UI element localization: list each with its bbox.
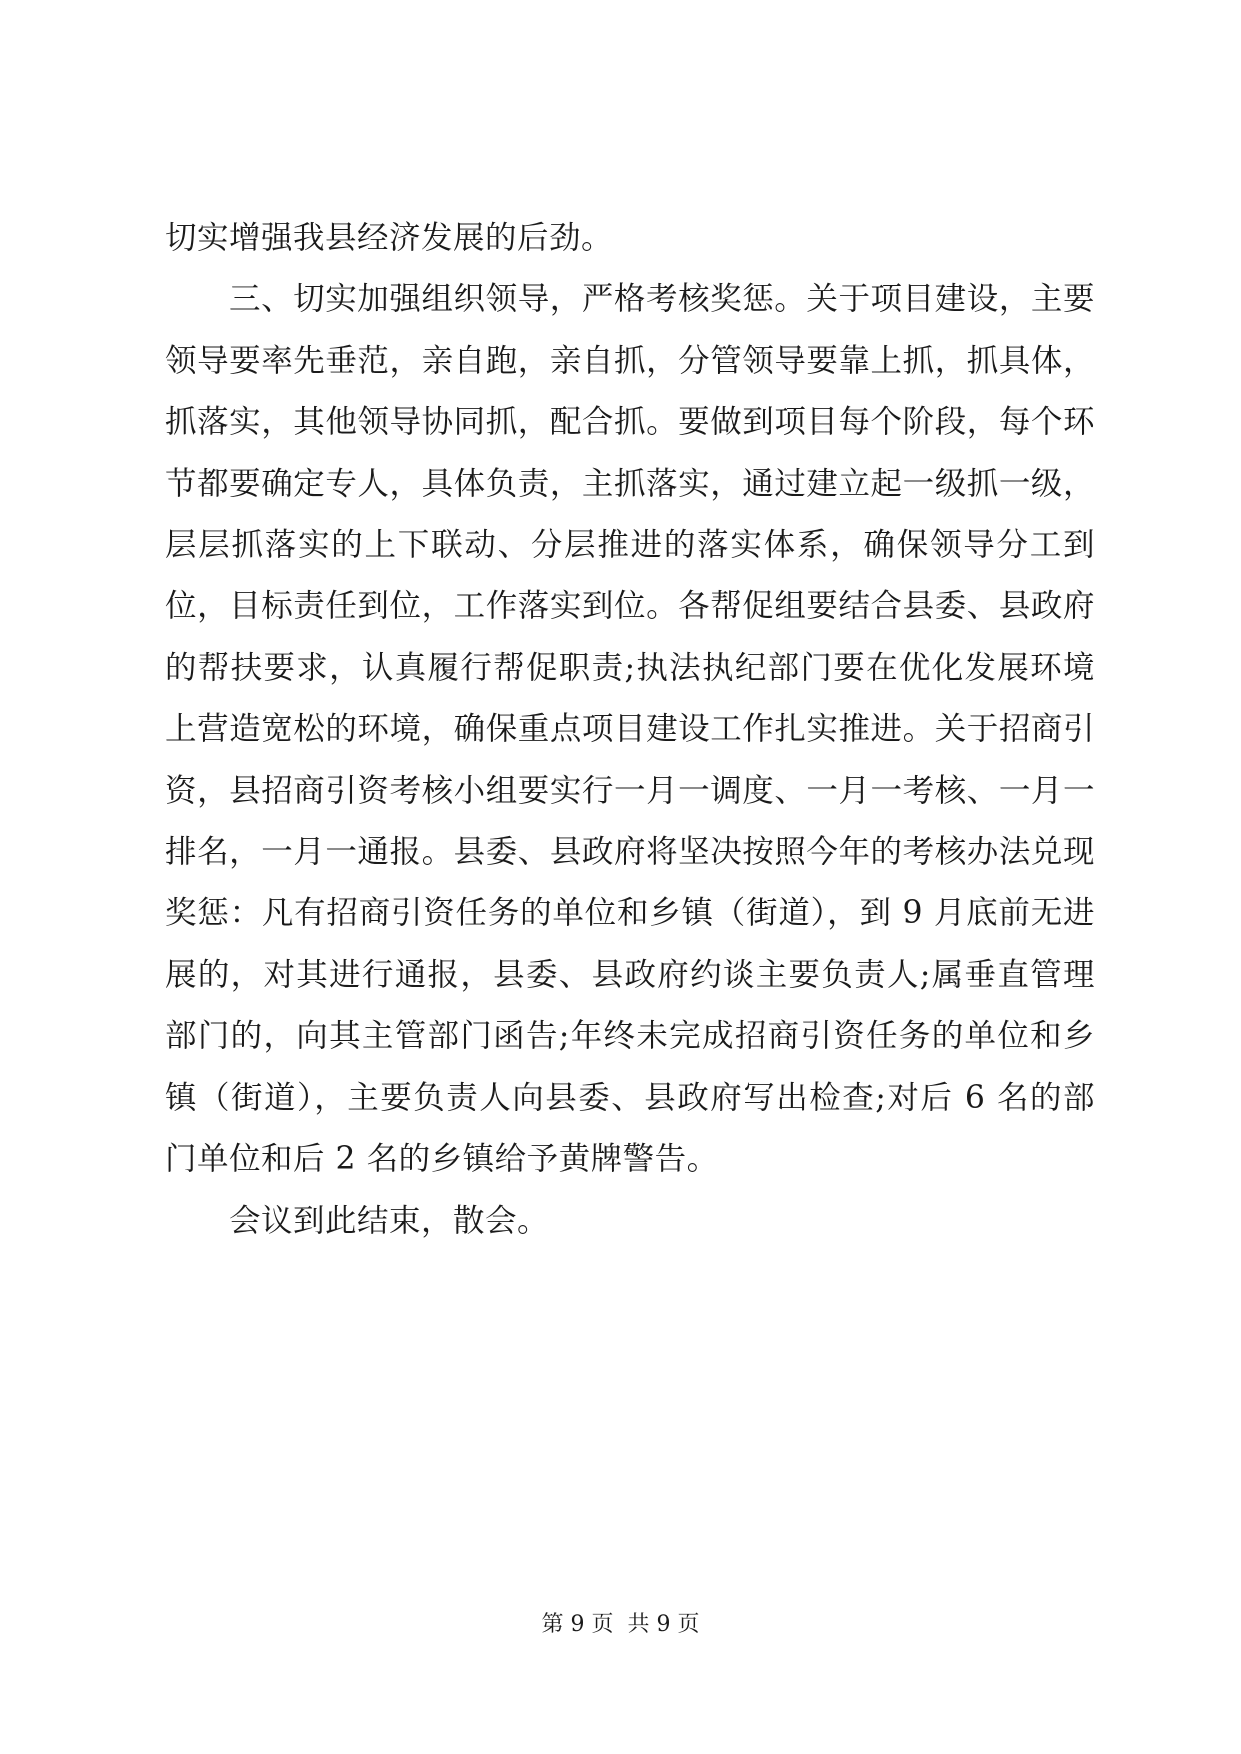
page-number: 第 9 页 共 9 页 xyxy=(541,1612,700,1637)
paragraph-section-three: 三、切实加强组织领导，严格考核奖惩。关于项目建设，主要领导要率先垂范，亲自跑，亲自抓，分管领导要靠上抓，抓具体，抓落实，其他领导协同抓，配合抓。要做到项目每个阶段，每个环节都要确定专人，具体负责，主抓落实，通过建立起一级抓一级，层层抓落实的上下联动、分层推进的落实体系，确保领导分工到位，目标责任到位，工作落实到位。各帮促组要结合县委、县政府的帮扶要求，认真履行帮促职责;执法执纪部门要在优化发展环境上营造宽松的环境，确保重点项目建设工作扎实推进。关于招商引资，县招商引资考核小组要实行一月一调度、一月一考核、一月一排名，一月一通报。县委、县政府将坚决按照今年的考核办法兑现奖惩：凡有招商引资任务的单位和乡镇（街道），到 9 月底前无进展的，对其进行通报，县委、县政府约谈主要负责人;属垂直管理部门的，向其主管部门函告;年终未完成招商引资任务的单位和乡镇（街道），主要负责人向县委、县政府写出检查;对后 6 名的部门单位和后 2 名的乡镇给予黄牌警告。 xyxy=(165,281,1095,1178)
paragraph-closing: 会议到此结束，散会。 xyxy=(229,1202,550,1239)
paragraph-continuation: 切实增强我县经济发展的后劲。 xyxy=(165,220,614,256)
document-body xyxy=(165,208,1095,1252)
page-footer xyxy=(0,1610,1241,1640)
